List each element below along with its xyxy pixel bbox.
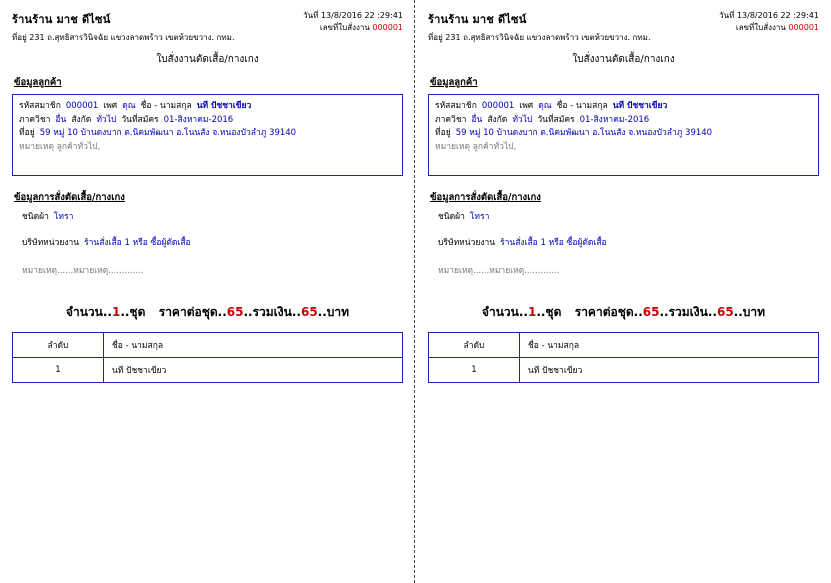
customer-affiliation-label: สังกัด <box>487 114 508 125</box>
customer-id-label: รหัสสมาชิก <box>19 101 61 111</box>
sum-unit: ..บาท <box>317 305 350 319</box>
table-row <box>13 358 403 383</box>
price-label: ราคาต่อชุด.. <box>158 305 227 319</box>
sheet-header <box>428 10 819 44</box>
customer-row <box>435 100 812 114</box>
order-fabric-label: ชนิดผ้า <box>22 212 49 222</box>
totals-line <box>428 303 819 322</box>
cell-no: 1 <box>13 358 104 383</box>
order-note-line <box>22 263 403 277</box>
document-title: ใบสั่งงานตัดเสื้อ/กางเกง <box>156 54 259 65</box>
doc-number-value: 000001 <box>788 23 819 32</box>
column-header-no: ลำดับ <box>13 333 104 358</box>
customer-dept-value: อื่น <box>55 114 67 125</box>
customer-row <box>435 127 812 141</box>
customer-regdate-label: วันที่สมัคร <box>537 114 575 125</box>
document-title: ใบสั่งงานตัดเสื้อ/กางเกง <box>572 54 675 65</box>
customer-gender-label: เพศ <box>519 101 534 111</box>
order-fabric-label: ชนิดผ้า <box>438 212 465 222</box>
customer-info-box <box>428 94 819 176</box>
order-section-heading <box>430 190 819 205</box>
qty-value: 1 <box>527 305 537 319</box>
order-company-line <box>438 235 819 249</box>
sum-unit: ..บาท <box>733 305 766 319</box>
order-note-label: หมายเหตุ <box>438 266 473 276</box>
order-section <box>428 190 819 277</box>
customer-name-label: ชื่อ - นามสกุล <box>140 101 192 111</box>
customer-row <box>19 114 396 128</box>
customer-gender-value: ดุณ <box>122 101 136 111</box>
customer-address-value: 59 หมู่ 10 บ้านดงบาก ต.นิคมพัฒนา อ.โนนสัง จ.หนองบัวลำภู 39140 <box>455 128 713 139</box>
order-note-label: หมายเหตุ <box>22 266 57 276</box>
order-fabric-line <box>438 209 819 223</box>
customer-dept-label: ภาควิชา <box>435 114 467 125</box>
order-heading-a: ข้อมูลการสั่งตัดเสื้อ <box>430 192 508 203</box>
shop-info <box>12 10 235 44</box>
doc-date-value: 13/8/2016 <box>736 11 778 20</box>
table-header-row <box>429 333 819 358</box>
customer-name-value: นที ปัชชาเขียว <box>196 101 252 111</box>
doc-date-label: วันที่ <box>719 11 735 20</box>
sum-value: 65 <box>300 305 318 319</box>
order-fabric-line <box>22 209 403 223</box>
price-value: 65 <box>226 305 244 319</box>
price-label: ราคาต่อชุด.. <box>574 305 643 319</box>
customer-regdate-value: 01-สิงหาคม-2016 <box>579 114 650 125</box>
order-sheet-left <box>0 0 415 583</box>
cell-name: นที ปัชชาเขียว <box>520 358 819 383</box>
customer-regdate-value: 01-สิงหาคม-2016 <box>163 114 234 125</box>
cell-no: 1 <box>429 358 520 383</box>
customer-id-label: รหัสสมาชิก <box>435 101 477 111</box>
order-fabric-value: โทรา <box>469 212 490 222</box>
customer-row <box>435 114 812 128</box>
shop-name: ร้านร้าน มาช ดีไซน์ <box>12 13 111 26</box>
shop-name: ร้านร้าน มาช ดีไซน์ <box>428 13 527 26</box>
customer-id-value: 000001 <box>65 101 99 111</box>
customer-name-value: นที ปัชชาเขียว <box>612 101 668 111</box>
qty-label: จำนวน.. <box>65 305 112 319</box>
doc-number-label: เลขที่ใบสั่งงาน <box>735 23 786 32</box>
cell-name: นที ปัชชาเขียว <box>104 358 403 383</box>
shop-address: ที่อยู่ 231 ถ.สุทธิสารวินิจฉัย แขวงลาดพร้าว เขตห้วยขวาง. กทม. <box>12 33 235 42</box>
column-header-no: ลำดับ <box>429 333 520 358</box>
table-header-row <box>13 333 403 358</box>
doc-date-line <box>303 10 403 22</box>
customer-regdate-label: วันที่สมัคร <box>121 114 159 125</box>
column-header-name: ชื่อ - นามสกุล <box>520 333 819 358</box>
order-fabric-value: โทรา <box>53 212 74 222</box>
order-company-label: บริษัทหน่วยงาน <box>438 238 496 248</box>
customer-section-heading: ข้อมูลลูกค้า <box>430 77 478 88</box>
sheet-header <box>12 10 403 44</box>
doc-number-label: เลขที่ใบสั่งงาน <box>319 23 370 32</box>
totals-line <box>12 303 403 322</box>
customer-gender-value: ดุณ <box>538 101 552 111</box>
customer-address-label: ที่อยู่ <box>435 128 451 139</box>
shop-info <box>428 10 651 44</box>
customer-affiliation-value: ทั่วไป <box>96 114 117 125</box>
column-header-name: ชื่อ - นามสกุล <box>104 333 403 358</box>
items-table <box>12 332 403 383</box>
doc-date-label: วันที่ <box>303 11 319 20</box>
order-heading-b: /กางเกง <box>92 192 125 203</box>
customer-row <box>19 100 396 114</box>
qty-unit: ..ชุด <box>120 305 146 319</box>
qty-value: 1 <box>111 305 121 319</box>
doc-number-line <box>719 22 819 34</box>
qty-label: จำนวน.. <box>481 305 528 319</box>
order-note-value: ......หมายเหตุ............. <box>57 266 144 276</box>
customer-dept-label: ภาควิชา <box>19 114 51 125</box>
customer-row <box>435 141 812 155</box>
order-sheet-right <box>416 0 831 583</box>
sum-label: ..รวมเงิน.. <box>659 305 717 319</box>
customer-remark: หมายเหตุ ลูกค้าทั่วไป, <box>435 141 517 152</box>
shop-address: ที่อยู่ 231 ถ.สุทธิสารวินิจฉัย แขวงลาดพร้าว เขตห้วยขวาง. กทม. <box>428 33 651 42</box>
order-section <box>12 190 403 277</box>
doc-date-line <box>719 10 819 22</box>
customer-remark: หมายเหตุ ลูกค้าทั่วไป, <box>19 141 101 152</box>
table-row <box>429 358 819 383</box>
doc-date-value: 13/8/2016 <box>320 11 362 20</box>
customer-name-label: ชื่อ - นามสกุล <box>556 101 608 111</box>
customer-address-label: ที่อยู่ <box>19 128 35 139</box>
order-company-label: บริษัทหน่วยงาน <box>22 238 80 248</box>
order-company-value: ร้านสั่งเสื้อ 1 หรือ ซื้อผู้ตัดเสื้อ <box>84 238 191 248</box>
customer-dept-value: อื่น <box>471 114 483 125</box>
customer-info-box <box>12 94 403 176</box>
customer-affiliation-label: สังกัด <box>71 114 92 125</box>
customer-gender-label: เพศ <box>103 101 118 111</box>
items-table <box>428 332 819 383</box>
order-heading-a: ข้อมูลการสั่งตัดเสื้อ <box>14 192 92 203</box>
customer-section-heading: ข้อมูลลูกค้า <box>14 77 62 88</box>
qty-unit: ..ชุด <box>536 305 562 319</box>
order-heading-b: /กางเกง <box>508 192 541 203</box>
customer-address-value: 59 หมู่ 10 บ้านดงบาก ต.นิคมพัฒนา อ.โนนสัง จ.หนองบัวลำภู 39140 <box>39 128 297 139</box>
doc-number-line <box>303 22 403 34</box>
customer-row <box>19 141 396 155</box>
sum-label: ..รวมเงิน.. <box>243 305 301 319</box>
customer-id-value: 000001 <box>481 101 515 111</box>
customer-row <box>19 127 396 141</box>
doc-number-value: 000001 <box>372 23 403 32</box>
doc-meta <box>719 10 819 34</box>
sum-value: 65 <box>716 305 734 319</box>
customer-affiliation-value: ทั่วไป <box>512 114 533 125</box>
order-company-value: ร้านสั่งเสื้อ 1 หรือ ซื้อผู้ตัดเสื้อ <box>500 238 607 248</box>
order-company-line <box>22 235 403 249</box>
order-note-value: ......หมายเหตุ............. <box>473 266 560 276</box>
doc-time-value: 22 :29:41 <box>780 11 819 20</box>
doc-meta <box>303 10 403 34</box>
order-section-heading <box>14 190 403 205</box>
price-value: 65 <box>642 305 660 319</box>
order-note-line <box>438 263 819 277</box>
doc-time-value: 22 :29:41 <box>364 11 403 20</box>
